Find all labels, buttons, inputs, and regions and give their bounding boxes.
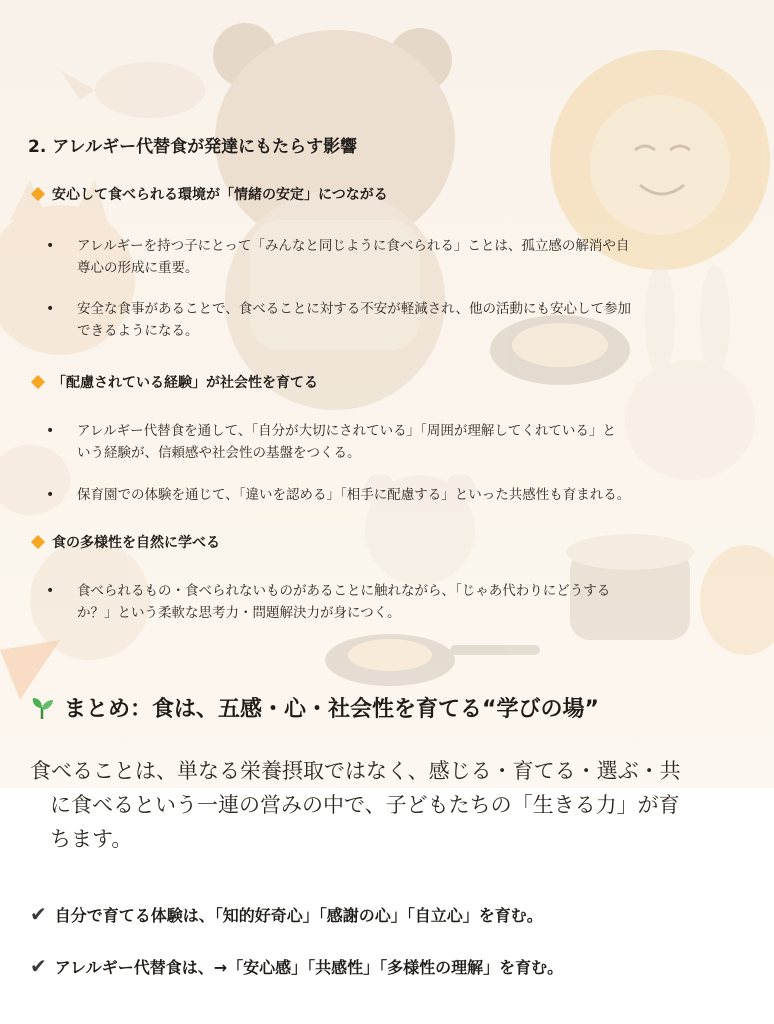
list-item-line: アレルギー代替食を通して、「自分が大切にされている」「周囲が理解してくれている」と: [77, 423, 616, 439]
seedling-icon: [30, 695, 56, 721]
check-mark-icon: ✔: [30, 902, 47, 926]
list-item-line: 安全な食事があることで、食べることに対する不安が軽減され、他の活動にも安心して参加: [77, 301, 632, 317]
summary-line: に食べるという一連の営みの中で、子どもたちの「生きる力」が育: [50, 793, 680, 817]
list-item: [46, 484, 746, 506]
bullet-dot-icon: •: [46, 583, 55, 599]
bullet-dot-icon: •: [46, 238, 55, 254]
section-heading: 2. アレルギー代替食が発達にもたらす影響: [28, 137, 358, 157]
list-item-text: [77, 235, 747, 279]
check-item-text: アレルギー代替食は、→「安心感」「共感性」「多様性の理解」を育む。: [54, 957, 564, 977]
orange-diamond-icon: [31, 187, 45, 201]
list-item: [46, 580, 746, 624]
list-item-line: いう経験が、信頼感や社会性の基盤をつくる。: [77, 445, 361, 461]
check-item: [30, 954, 563, 978]
summary-line: ちます。: [50, 827, 133, 851]
list-item-line: 保育園での体験を通じて、「違いを認める」「相手に配慮する」といった共感性も育まれる。: [77, 487, 631, 503]
list-item-line: 尊心の形成に重要。: [77, 260, 199, 276]
bullet-dot-icon: •: [46, 487, 55, 503]
check-mark-icon: ✔: [30, 954, 47, 978]
list-item-text: [77, 420, 747, 464]
list-item-line: アレルギーを持つ子にとって「みんなと同じように食べられる」ことは、孤立感の解消や自: [77, 238, 630, 254]
subsection-title-text: 「配慮されている経験」が社会性を育てる: [52, 375, 318, 391]
summary-body: [30, 754, 750, 856]
list-item: [46, 298, 746, 342]
summary-line: 食べることは、単なる栄養摂取ではなく、感じる・育てる・選ぶ・共: [30, 759, 681, 783]
subsection-title-text: 食の多様性を自然に学べる: [52, 535, 220, 551]
bullet-dot-icon: •: [46, 423, 55, 439]
summary-title-text: まとめ：食は、五感・心・社会性を育てる“学びの場”: [64, 697, 599, 722]
list-item: [46, 420, 746, 464]
subsection-title-social-skills: [30, 372, 318, 392]
subsection-title-food-diversity: [30, 532, 220, 552]
list-item-line: 食べられるもの・食べられないものがあることに触れながら、「じゃあ代わりにどうする: [77, 583, 611, 599]
list-item-text: [77, 484, 747, 506]
subsection-title-text: 安心して食べられる環境が「情緒の安定」につながる: [52, 187, 388, 203]
list-item-line: できるようになる。: [77, 323, 199, 339]
list-item: [46, 235, 746, 279]
summary-title: [30, 692, 599, 723]
list-item-text: [77, 298, 747, 342]
list-item-line: か？」という柔軟な思考力・問題解決力が身につく。: [77, 605, 401, 621]
subsection-title-emotional-stability: [30, 184, 388, 204]
check-item: [30, 902, 543, 926]
list-item-text: [77, 580, 747, 624]
bullet-dot-icon: •: [46, 301, 55, 317]
check-item-text: 自分で育てる体験は、「知的好奇心」「感謝の心」「自立心」を育む。: [54, 905, 543, 925]
orange-diamond-icon: [31, 535, 45, 549]
orange-diamond-icon: [31, 375, 45, 389]
